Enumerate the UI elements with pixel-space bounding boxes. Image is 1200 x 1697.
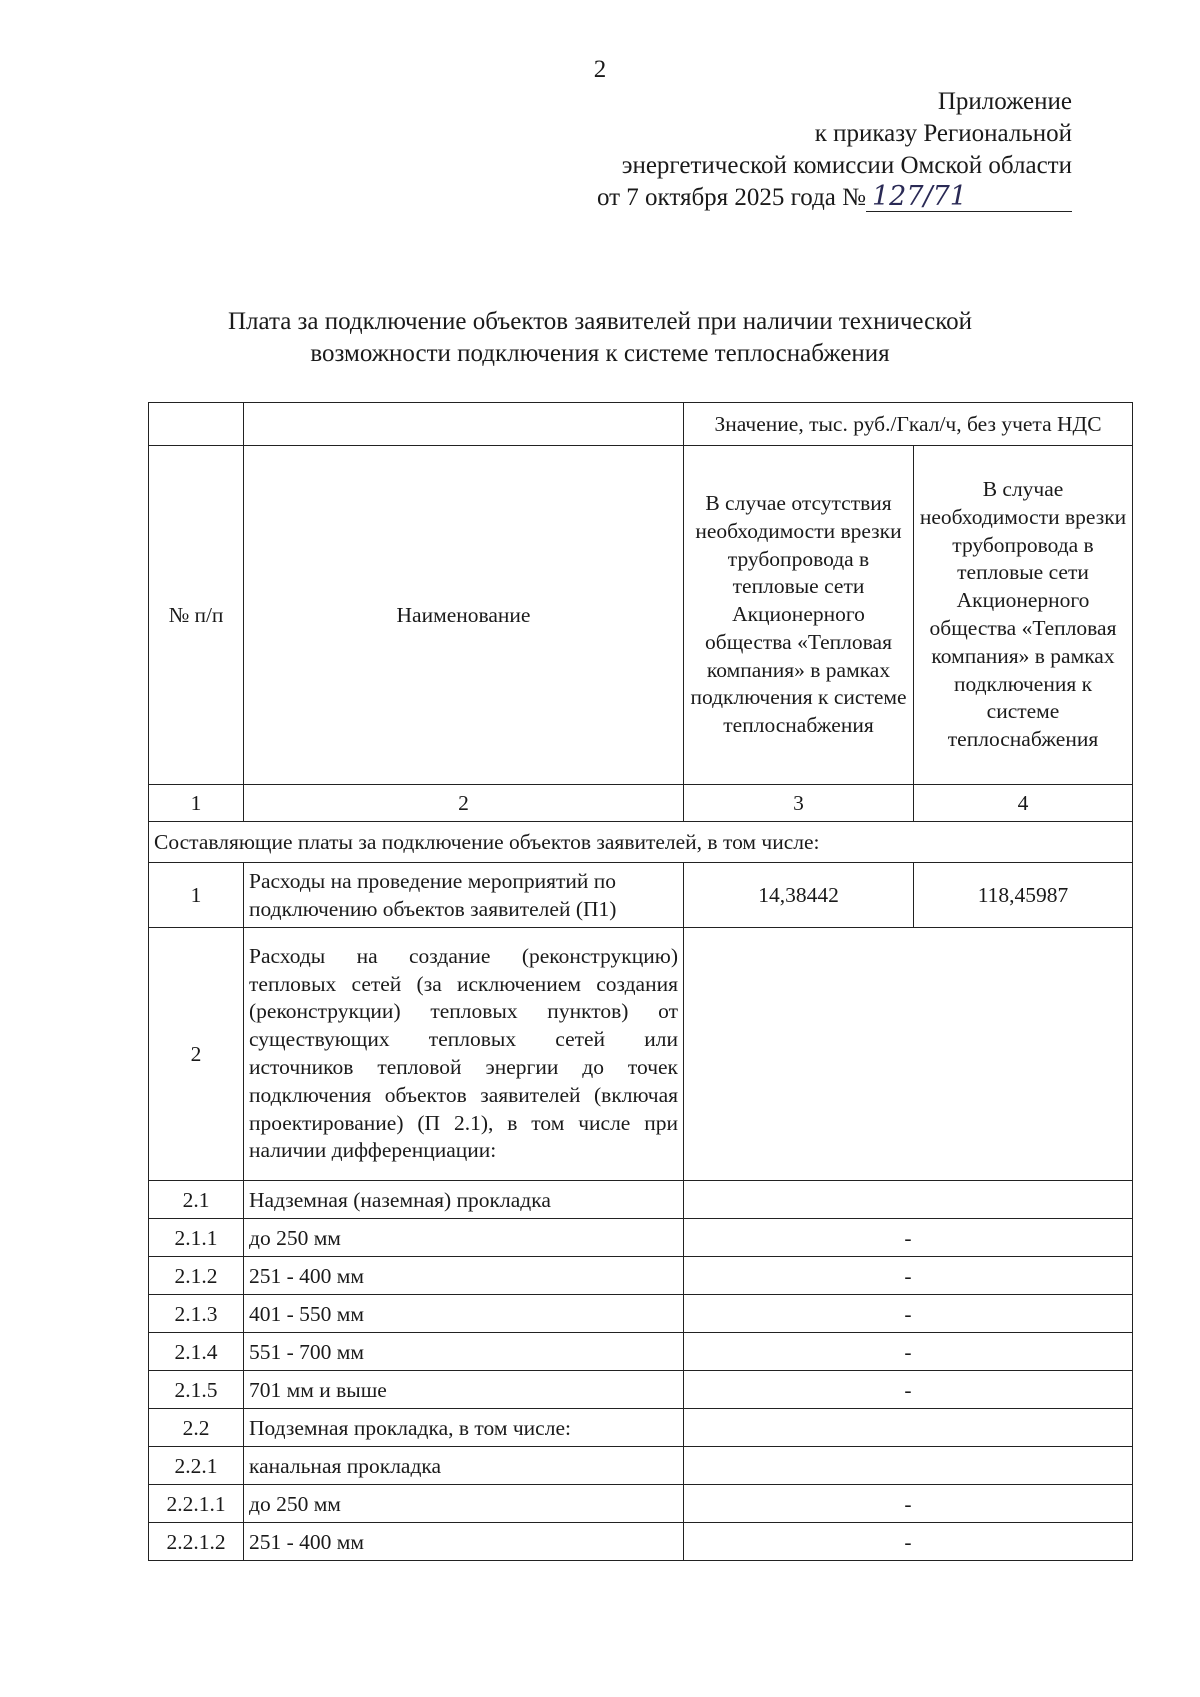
header-col3 xyxy=(684,446,914,785)
document-title xyxy=(150,306,1050,370)
table-row xyxy=(149,1409,1133,1447)
appendix-title: Приложение xyxy=(937,88,1072,115)
table-row xyxy=(149,1333,1133,1371)
row-name: канальная прокладка xyxy=(244,1447,684,1485)
row-name: Подземная прокладка, в том числе: xyxy=(244,1409,684,1447)
header-main-row xyxy=(149,446,1133,785)
header-units-row xyxy=(149,403,1133,446)
page-number: 2 xyxy=(593,56,607,83)
row-value: - xyxy=(684,1295,1133,1333)
appendix-commission: энергетической комиссии Омской области xyxy=(621,152,1072,179)
row-value: - xyxy=(684,1333,1133,1371)
row-name: Расходы на проведение мероприятий по подключению объектов заявителей (П1) xyxy=(244,863,684,928)
column-number-1: 1 xyxy=(149,785,244,822)
row-name: до 250 мм xyxy=(244,1219,684,1257)
table-row xyxy=(149,1181,1133,1219)
row-name: до 250 мм xyxy=(244,1485,684,1523)
row-value xyxy=(684,928,1133,1181)
row-num: 2.2.1.1 xyxy=(149,1485,244,1523)
column-numbers-row xyxy=(149,785,1133,822)
row-num: 2.1.1 xyxy=(149,1219,244,1257)
table-row xyxy=(149,1485,1133,1523)
row-name xyxy=(244,928,684,1181)
row-num: 1 xyxy=(149,863,244,928)
row-value: - xyxy=(684,1371,1133,1409)
row-value xyxy=(684,1447,1133,1485)
table-row xyxy=(149,928,1133,1181)
row-name: 401 - 550 мм xyxy=(244,1295,684,1333)
document-title-line-2: возможности подключения к системе теплоснабжения xyxy=(310,340,890,367)
row-num: 2.1 xyxy=(149,1181,244,1219)
row-name: 251 - 400 мм xyxy=(244,1257,684,1295)
header-empty-2 xyxy=(244,403,684,446)
section-row xyxy=(149,822,1133,863)
row-num: 2.1.5 xyxy=(149,1371,244,1409)
row-num: 2.1.2 xyxy=(149,1257,244,1295)
header-empty-1 xyxy=(149,403,244,446)
header-col4 xyxy=(914,446,1133,785)
table-row xyxy=(149,863,1133,928)
appendix-block xyxy=(512,86,1072,214)
table-row xyxy=(149,1523,1133,1561)
row-name: 251 - 400 мм xyxy=(244,1523,684,1561)
row-name: Надземная (наземная) прокладка xyxy=(244,1181,684,1219)
row-name: 701 мм и выше xyxy=(244,1371,684,1409)
row-num: 2.1.4 xyxy=(149,1333,244,1371)
table-row xyxy=(149,1371,1133,1409)
row-num: 2.1.3 xyxy=(149,1295,244,1333)
header-num: № п/п xyxy=(149,446,244,785)
appendix-date-line xyxy=(512,182,1072,214)
table-row xyxy=(149,1219,1133,1257)
row-value: - xyxy=(684,1257,1133,1295)
row-name: 551 - 700 мм xyxy=(244,1333,684,1371)
appendix-order-ref: к приказу Региональной xyxy=(814,120,1072,147)
row-value-col3: 14,38442 xyxy=(684,863,914,928)
column-number-4: 4 xyxy=(914,785,1133,822)
row-num: 2 xyxy=(149,928,244,1181)
column-number-3: 3 xyxy=(684,785,914,822)
column-number-2: 2 xyxy=(244,785,684,822)
document-title-line-1: Плата за подключение объектов заявителей при наличии технической xyxy=(228,308,972,335)
row-num: 2.2.1.2 xyxy=(149,1523,244,1561)
fees-table xyxy=(148,402,1133,1561)
row-value-col4: 118,45987 xyxy=(914,863,1133,928)
table-row xyxy=(149,1295,1133,1333)
row-value xyxy=(684,1181,1133,1219)
header-name: Наименование xyxy=(244,446,684,785)
row-num: 2.2 xyxy=(149,1409,244,1447)
header-col3-text: В случае отсутствия необходимости врезки трубопровода в тепловые сети Акционерного общества «Тепловая компания» в рамках подключения к системе теплоснабжения xyxy=(690,490,907,738)
row-value: - xyxy=(684,1523,1133,1561)
appendix-date: от 7 октября 2025 года № xyxy=(596,184,866,211)
table-row xyxy=(149,1257,1133,1295)
row-value: - xyxy=(684,1485,1133,1523)
header-col4-text: В случае необходимости врезки трубопровода в тепловые сети Акционерного общества «Тепловая компания» в рамках подключения к системе теплоснабжения xyxy=(919,477,1127,752)
table-row xyxy=(149,1447,1133,1485)
row-num: 2.2.1 xyxy=(149,1447,244,1485)
row-value: - xyxy=(684,1219,1133,1257)
row-name-text: Расходы на создание (реконструкцию) тепловых сетей (за исключением создания (реконструкции) тепловых пунктов) от существующих тепловых сетей или источников тепловой энергии до точек подключения объектов заявителей (включая проектирование) (П 2.1), в том числе при наличии дифференциации: xyxy=(249,943,678,1163)
order-number-handwritten: 127/71 xyxy=(866,183,1072,212)
row-value xyxy=(684,1409,1133,1447)
header-units: Значение, тыс. руб./Гкал/ч, без учета НДС xyxy=(684,403,1133,446)
section-title: Составляющие платы за подключение объектов заявителей, в том числе: xyxy=(149,822,1133,863)
